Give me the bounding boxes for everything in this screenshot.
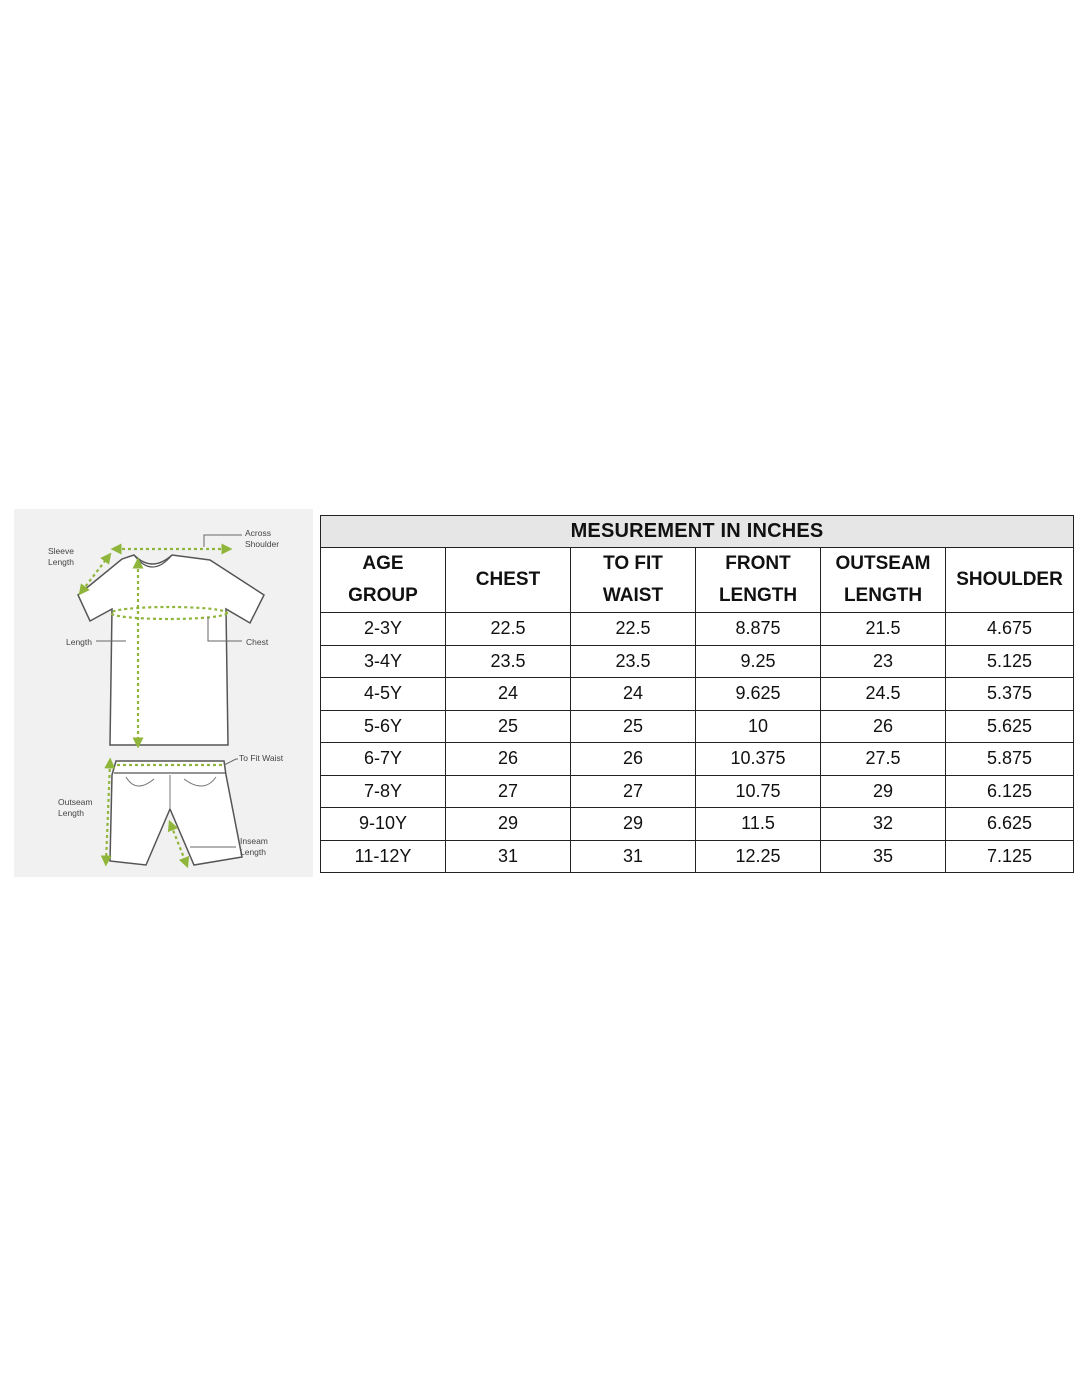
- to-fit-waist-label: To Fit Waist: [239, 753, 284, 763]
- table-title-row: [321, 516, 1074, 548]
- header-outseam-length: OUTSEAM LENGTH: [821, 548, 946, 613]
- inseam-length-label: Inseam Length: [240, 836, 268, 857]
- table-row: [321, 613, 1074, 646]
- table-row: [321, 678, 1074, 711]
- table-cell: 5.875: [946, 743, 1074, 776]
- table-cell: 9-10Y: [321, 808, 446, 841]
- across-shoulder-label: Across Shoulder: [245, 528, 280, 549]
- measurement-diagram: [14, 509, 313, 877]
- table-cell: 27.5: [821, 743, 946, 776]
- table-row: [321, 840, 1074, 873]
- chest-label: Chest: [246, 637, 269, 647]
- table-cell: 29: [821, 775, 946, 808]
- table-cell: 23.5: [446, 645, 571, 678]
- outseam-length-label: Outseam Length: [58, 797, 93, 818]
- table-cell: 24.5: [821, 678, 946, 711]
- table-cell: 4-5Y: [321, 678, 446, 711]
- table-cell: 9.625: [696, 678, 821, 711]
- table-cell: 10.375: [696, 743, 821, 776]
- table-cell: 6-7Y: [321, 743, 446, 776]
- header-shoulder: SHOULDER: [946, 548, 1074, 613]
- table-cell: 6.125: [946, 775, 1074, 808]
- table-row: [321, 645, 1074, 678]
- header-chest: CHEST: [446, 548, 571, 613]
- table-cell: 7-8Y: [321, 775, 446, 808]
- table-cell: 26: [571, 743, 696, 776]
- table-cell: 6.625: [946, 808, 1074, 841]
- table-cell: 29: [571, 808, 696, 841]
- table-cell: 5.625: [946, 710, 1074, 743]
- table-cell: 26: [821, 710, 946, 743]
- table-cell: 24: [571, 678, 696, 711]
- table-cell: 23: [821, 645, 946, 678]
- table-title: MESUREMENT IN INCHES: [321, 516, 1074, 548]
- size-chart-table: [320, 515, 1074, 873]
- table-row: [321, 775, 1074, 808]
- sleeve-length-label: Sleeve Length: [48, 546, 74, 567]
- table-cell: 5-6Y: [321, 710, 446, 743]
- table-cell: 12.25: [696, 840, 821, 873]
- table-cell: 10: [696, 710, 821, 743]
- table-row: [321, 743, 1074, 776]
- table-cell: 11-12Y: [321, 840, 446, 873]
- table-cell: 9.25: [696, 645, 821, 678]
- header-age-group: AGE GROUP: [321, 548, 446, 613]
- table-cell: 2-3Y: [321, 613, 446, 646]
- table-cell: 25: [571, 710, 696, 743]
- table-cell: 23.5: [571, 645, 696, 678]
- table-cell: 10.75: [696, 775, 821, 808]
- outseam-line: [106, 763, 110, 861]
- table-cell: 5.125: [946, 645, 1074, 678]
- table-cell: 8.875: [696, 613, 821, 646]
- header-front-length: FRONT LENGTH: [696, 548, 821, 613]
- length-label: Length: [66, 637, 92, 647]
- table-cell: 5.375: [946, 678, 1074, 711]
- tshirt-shape: [78, 555, 264, 745]
- shorts-shape: [110, 761, 242, 865]
- table-header-row: [321, 548, 1074, 613]
- table-cell: 4.675: [946, 613, 1074, 646]
- table-cell: 32: [821, 808, 946, 841]
- table-cell: 26: [446, 743, 571, 776]
- table-cell: 31: [446, 840, 571, 873]
- table-cell: 29: [446, 808, 571, 841]
- table-cell: 27: [571, 775, 696, 808]
- table-row: [321, 710, 1074, 743]
- table-cell: 7.125: [946, 840, 1074, 873]
- table-cell: 27: [446, 775, 571, 808]
- table-cell: 22.5: [571, 613, 696, 646]
- garment-illustration: [14, 509, 313, 877]
- header-to-fit-waist: TO FIT WAIST: [571, 548, 696, 613]
- table-cell: 11.5: [696, 808, 821, 841]
- table-body: [321, 613, 1074, 873]
- table-cell: 25: [446, 710, 571, 743]
- table-cell: 35: [821, 840, 946, 873]
- table-cell: 24: [446, 678, 571, 711]
- table-cell: 22.5: [446, 613, 571, 646]
- table-row: [321, 808, 1074, 841]
- table-cell: 21.5: [821, 613, 946, 646]
- table-cell: 3-4Y: [321, 645, 446, 678]
- table-cell: 31: [571, 840, 696, 873]
